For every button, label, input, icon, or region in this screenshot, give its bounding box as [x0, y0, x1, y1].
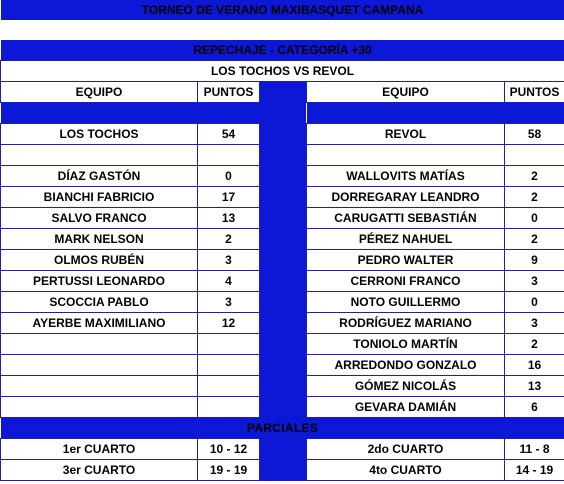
away-player-name: CARUGATTI SEBASTIÁN	[307, 208, 505, 229]
away-player-points: 16	[505, 355, 564, 376]
home-player-name	[1, 334, 198, 355]
away-team-column-header: EQUIPO	[307, 82, 505, 103]
away-team-score: 58	[505, 124, 564, 145]
away-player-points: 2	[505, 334, 564, 355]
away-player-name: CERRONI FRANCO	[307, 271, 505, 292]
home-player-points	[198, 397, 260, 418]
away-player-name: PEDRO WALTER	[307, 250, 505, 271]
home-player-name: BIANCHI FABRICIO	[1, 187, 198, 208]
away-player-points: 2	[505, 166, 564, 187]
away-player-name: RODRÍGUEZ MARIANO	[307, 313, 505, 334]
blue-band-right-points	[505, 103, 564, 124]
home-player-name: SALVO FRANCO	[1, 208, 198, 229]
quarter-score: 14 - 19	[505, 460, 564, 481]
blue-band-left	[1, 103, 198, 124]
home-player-points: 12	[198, 313, 260, 334]
home-player-points: 0	[198, 166, 260, 187]
home-player-points	[198, 376, 260, 397]
home-player-name	[1, 397, 198, 418]
round-title: REPECHAJE - CATEGORÍA +30	[1, 40, 564, 61]
home-player-name: DÍAZ GASTÓN	[1, 166, 198, 187]
empty-cell	[1, 145, 198, 166]
spacer-row	[1, 20, 564, 40]
home-player-name: OLMOS RUBÉN	[1, 250, 198, 271]
empty-cell	[505, 145, 564, 166]
home-player-points: 3	[198, 292, 260, 313]
home-player-points: 2	[198, 229, 260, 250]
home-player-points: 13	[198, 208, 260, 229]
home-player-points: 17	[198, 187, 260, 208]
home-player-points: 4	[198, 271, 260, 292]
home-team-score: 54	[198, 124, 260, 145]
away-points-column-header: PUNTOS	[505, 82, 564, 103]
matchup-title: LOS TOCHOS VS REVOL	[1, 61, 564, 82]
home-player-points	[198, 334, 260, 355]
empty-cell	[307, 145, 505, 166]
home-player-name	[1, 355, 198, 376]
away-player-name: ARREDONDO GONZALO	[307, 355, 505, 376]
away-player-name: DORREGARAY LEANDRO	[307, 187, 505, 208]
away-player-points: 0	[505, 208, 564, 229]
empty-cell	[198, 145, 260, 166]
blue-band-right	[307, 103, 505, 124]
home-player-points: 3	[198, 250, 260, 271]
away-player-name: GÓMEZ NICOLÁS	[307, 376, 505, 397]
away-player-name: PÉREZ NAHUEL	[307, 229, 505, 250]
home-player-name	[1, 376, 198, 397]
home-points-column-header: PUNTOS	[198, 82, 260, 103]
away-player-points: 13	[505, 376, 564, 397]
away-player-name: GEVARA DAMIÁN	[307, 397, 505, 418]
away-player-name: WALLOVITS MATÍAS	[307, 166, 505, 187]
away-player-points: 3	[505, 313, 564, 334]
center-separator	[260, 460, 307, 481]
blue-band-left-points	[198, 103, 260, 124]
quarter-score: 19 - 19	[198, 460, 260, 481]
center-separator	[260, 439, 307, 460]
away-player-name: NOTO GUILLERMO	[307, 292, 505, 313]
home-team-name: LOS TOCHOS	[1, 124, 198, 145]
parciales-title: PARCIALES	[1, 418, 564, 439]
quarter-label: 3er CUARTO	[1, 460, 198, 481]
away-player-points: 9	[505, 250, 564, 271]
quarter-score: 11 - 8	[505, 439, 564, 460]
away-player-points: 6	[505, 397, 564, 418]
away-player-name: TONIOLO MARTÍN	[307, 334, 505, 355]
away-team-name: REVOL	[307, 124, 505, 145]
quarter-score: 10 - 12	[198, 439, 260, 460]
home-player-name: PERTUSSI LEONARDO	[1, 271, 198, 292]
away-player-points: 2	[505, 187, 564, 208]
away-player-points: 2	[505, 229, 564, 250]
away-player-points: 0	[505, 292, 564, 313]
quarter-label: 4to CUARTO	[307, 460, 505, 481]
quarter-label: 1er CUARTO	[1, 439, 198, 460]
home-team-column-header: EQUIPO	[1, 82, 198, 103]
home-player-points	[198, 355, 260, 376]
center-separator	[260, 82, 307, 439]
home-player-name: SCOCCIA PABLO	[1, 292, 198, 313]
tournament-title: TORNEO DE VERANO MAXIBASQUET CAMPANA	[1, 0, 564, 20]
quarter-label: 2do CUARTO	[307, 439, 505, 460]
home-player-name: MARK NELSON	[1, 229, 198, 250]
away-player-points: 3	[505, 271, 564, 292]
home-player-name: AYERBE MAXIMILIANO	[1, 313, 198, 334]
